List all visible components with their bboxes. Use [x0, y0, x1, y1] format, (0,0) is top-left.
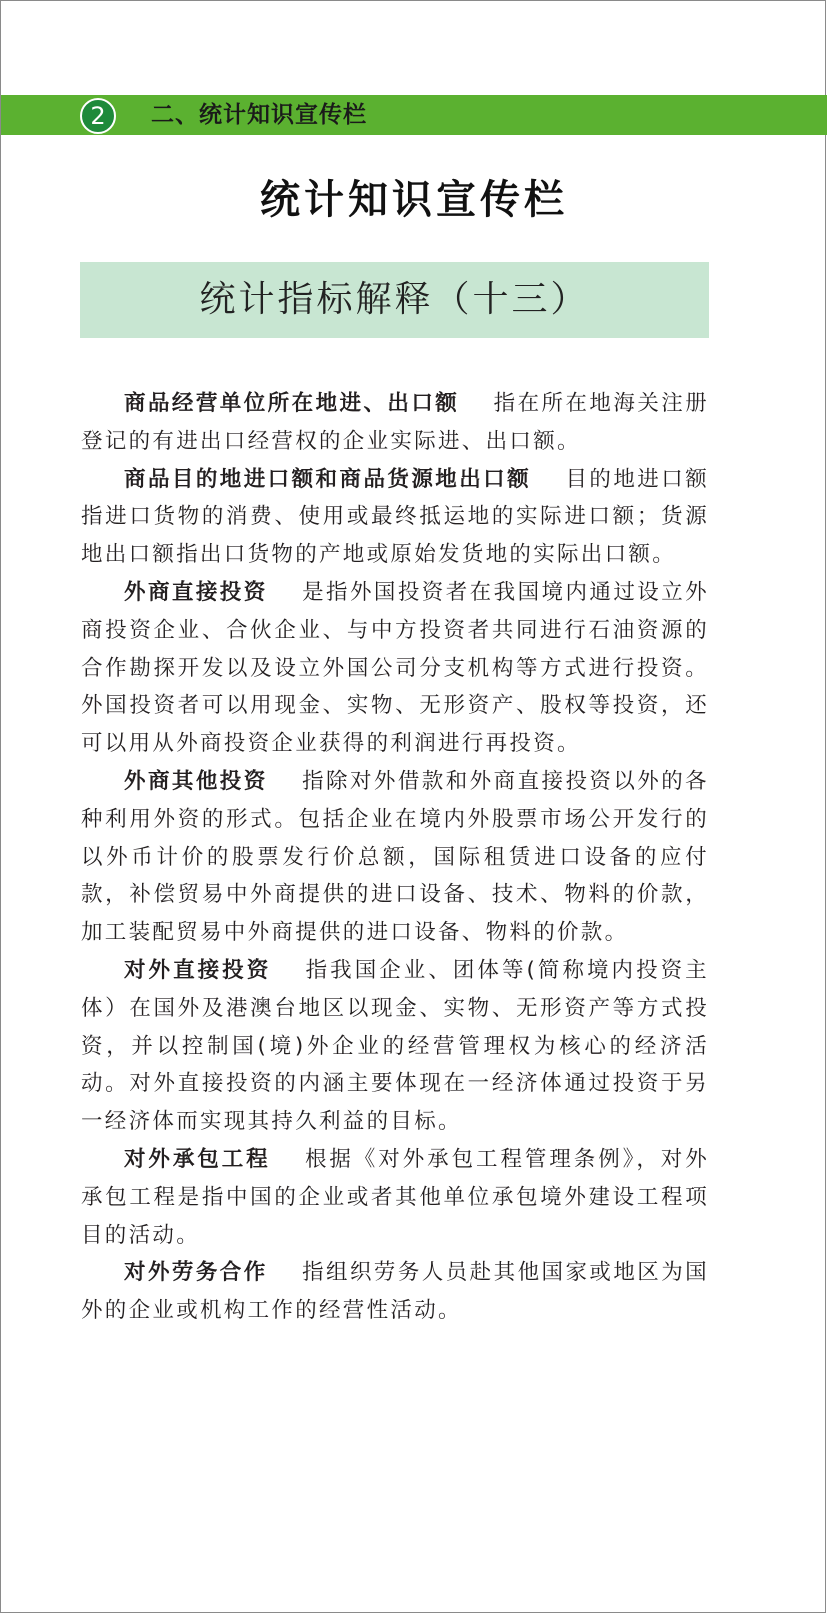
definition-term: 对外承包工程 — [124, 1146, 271, 1172]
definition-paragraph — [81, 385, 709, 461]
chapter-number-badge: 2 — [80, 98, 116, 134]
page-title: 统计知识宣传栏 — [260, 177, 568, 223]
definition-paragraph — [81, 763, 709, 952]
definition-term: 对外直接投资 — [124, 957, 272, 983]
section-title: 二、统计知识宣传栏 — [151, 102, 367, 128]
definition-paragraph — [81, 952, 709, 1141]
definition-text: 是指外国投资者在我国境内通过设立外商投资企业、合伙企业、与中方投资者共同进行石油资源的合作勘探开发以及设立外国公司分支机构等方式进行投资。外国投资者可以用现金、实物、无形资产、股权等投资，还可以用从外商投资企业获得的利润进行再投资。 — [81, 579, 709, 757]
definition-paragraph — [81, 1141, 709, 1254]
definition-text: 指在所在地海关注册登记的有进出口经营权的企业实际进、出口额。 — [81, 391, 710, 454]
definition-text: 指我国企业、团体等(简称境内投资主体）在国外及港澳台地区以现金、实物、无形资产等方式投资，并以控制国(境)外企业的经营管理权为核心的经济活动。对外直接投资的内涵主要体现在一经济体通过投资于另一经济体而实现其持久利益的目标。 — [81, 957, 709, 1135]
definition-text: 目的地进口额指进口货物的消费、使用或最终抵运地的实际进口额；货源地出口额指出口货物的产地或原始发货地的实际出口额。 — [81, 466, 709, 568]
definition-text: 根据《对外承包工程管理条例》，对外承包工程是指中国的企业或者其他单位承包境外建设工程项目的活动。 — [81, 1146, 709, 1248]
definition-text: 指组织劳务人员赴其他国家或地区为国外的企业或机构工作的经营性活动。 — [81, 1260, 709, 1324]
definition-term: 对外劳务合作 — [124, 1260, 268, 1286]
subtitle-text: 统计指标解释（十三） — [199, 279, 590, 320]
definition-term: 外商直接投资 — [124, 579, 268, 605]
subtitle-banner — [80, 262, 709, 338]
definitions-body — [81, 385, 709, 1330]
definition-paragraph — [81, 574, 709, 763]
definition-term: 商品目的地进口额和商品货源地出口额 — [124, 466, 532, 492]
definition-paragraph — [81, 461, 709, 574]
definition-paragraph — [81, 1254, 709, 1330]
definition-text: 指除对外借款和外商直接投资以外的各种利用外资的形式。包括企业在境内外股票市场公开发行的以外币计价的股票发行价总额，国际租赁进口设备的应付款，补偿贸易中外商提供的进口设备、技术、物料的价款，加工装配贸易中外商提供的进口设备、物料的价款。 — [81, 768, 709, 946]
definition-term: 外商其他投资 — [124, 768, 268, 794]
section-header-bar — [1, 95, 827, 135]
definition-term: 商品经营单位所在地进、出口额 — [124, 391, 460, 416]
